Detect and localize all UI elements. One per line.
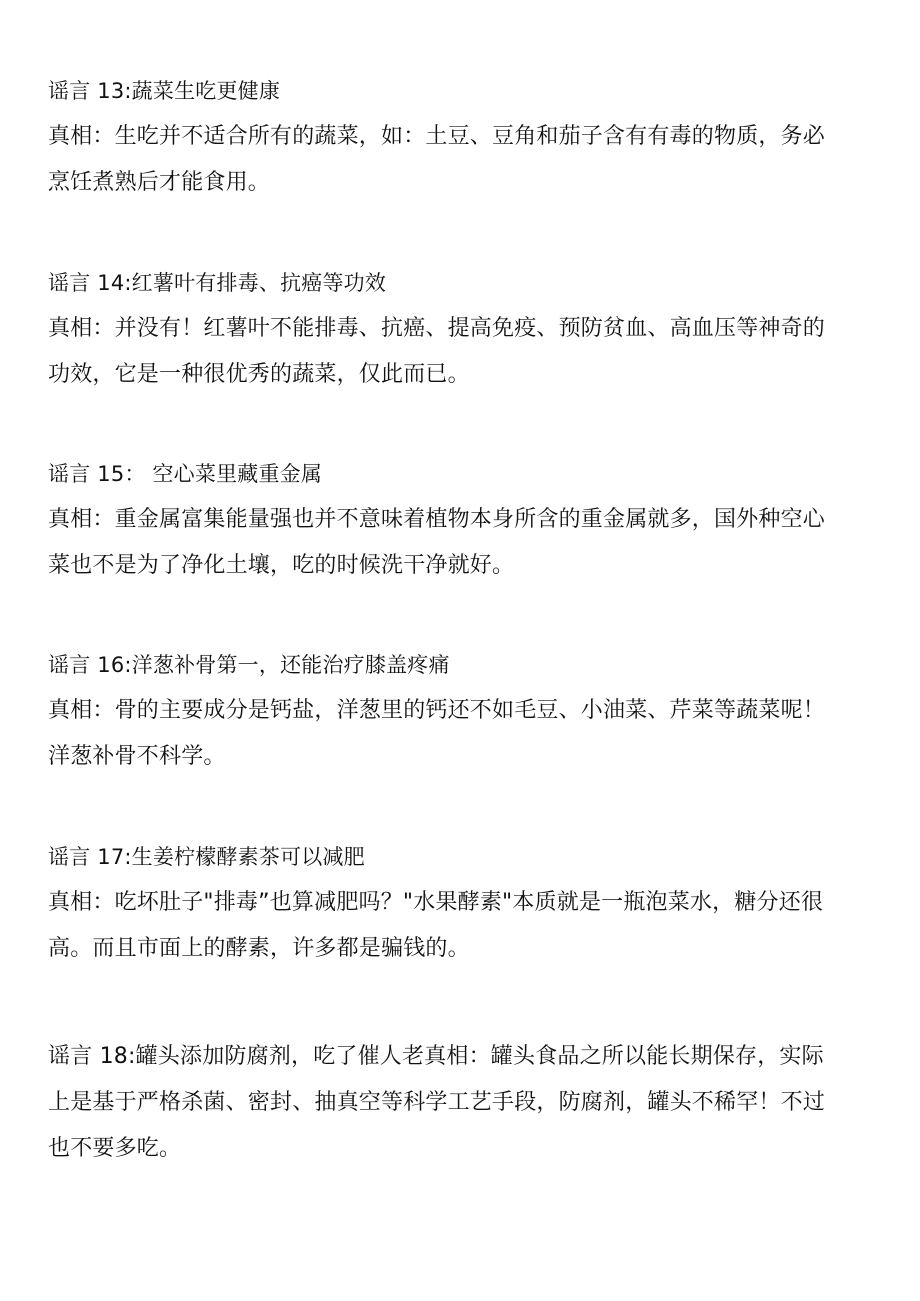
rumor-entry-18 (48, 1034, 872, 1172)
rumor-claim: 谣言 15： 空心菜里藏重金属 (48, 462, 323, 486)
rumor-paragraph-line: 谣言 18:罐头添加防腐剂，吃了催人老真相：罐头食品之所以能长期保存，实际 (48, 1044, 824, 1069)
rumor-claim: 谣言 13:蔬菜生吃更健康 (48, 79, 281, 103)
truth-line: 功效，它是一种很优秀的蔬菜，仅此而已。 (48, 362, 470, 387)
truth-line: 真相：并没有！红薯叶不能排毒、抗癌、提高免疫、预防贫血、高血压等神奇的 (48, 316, 826, 341)
rumor-claim: 谣言 17:生姜柠檬酵素茶可以减肥 (48, 845, 365, 869)
truth-line: 高。而且市面上的酵素，许多都是骗钱的。 (48, 936, 470, 961)
truth-line: 洋葱补骨不科学。 (48, 744, 226, 769)
rumor-paragraph-line: 也不要多吃。 (48, 1136, 182, 1161)
truth-line: 真相：重金属富集能量强也并不意味着植物本身所含的重金属就多，国外种空心 (48, 507, 826, 532)
truth-line: 菜也不是为了净化土壤，吃的时候洗干净就好。 (48, 553, 515, 578)
rumor-claim: 谣言 16:洋葱补骨第一，还能治疗膝盖疼痛 (48, 653, 450, 677)
rumor-entry-16 (48, 642, 872, 780)
rumor-claim: 谣言 14:红薯叶有排毒、抗癌等功效 (48, 271, 387, 295)
rumor-paragraph-line: 上是基于严格杀菌、密封、抽真空等科学工艺手段，防腐剂，罐头不稀罕！不过 (48, 1090, 826, 1115)
rumor-entry-17 (48, 834, 872, 972)
rumor-entry-14 (48, 260, 872, 398)
truth-line: 烹饪煮熟后才能食用。 (48, 170, 271, 195)
truth-line: 真相：骨的主要成分是钙盐，洋葱里的钙还不如毛豆、小油菜、芹菜等蔬菜呢！ (48, 698, 826, 723)
rumor-entry-15 (48, 451, 872, 589)
rumor-entry-13 (48, 68, 872, 206)
truth-line: 真相：生吃并不适合所有的蔬菜，如：土豆、豆角和茄子含有有毒的物质，务必 (48, 124, 826, 149)
truth-line: 真相：吃坏肚子"排毒”也算减肥吗？"水果酵素"本质就是一瓶泡菜水，糖分还很 (48, 890, 824, 915)
